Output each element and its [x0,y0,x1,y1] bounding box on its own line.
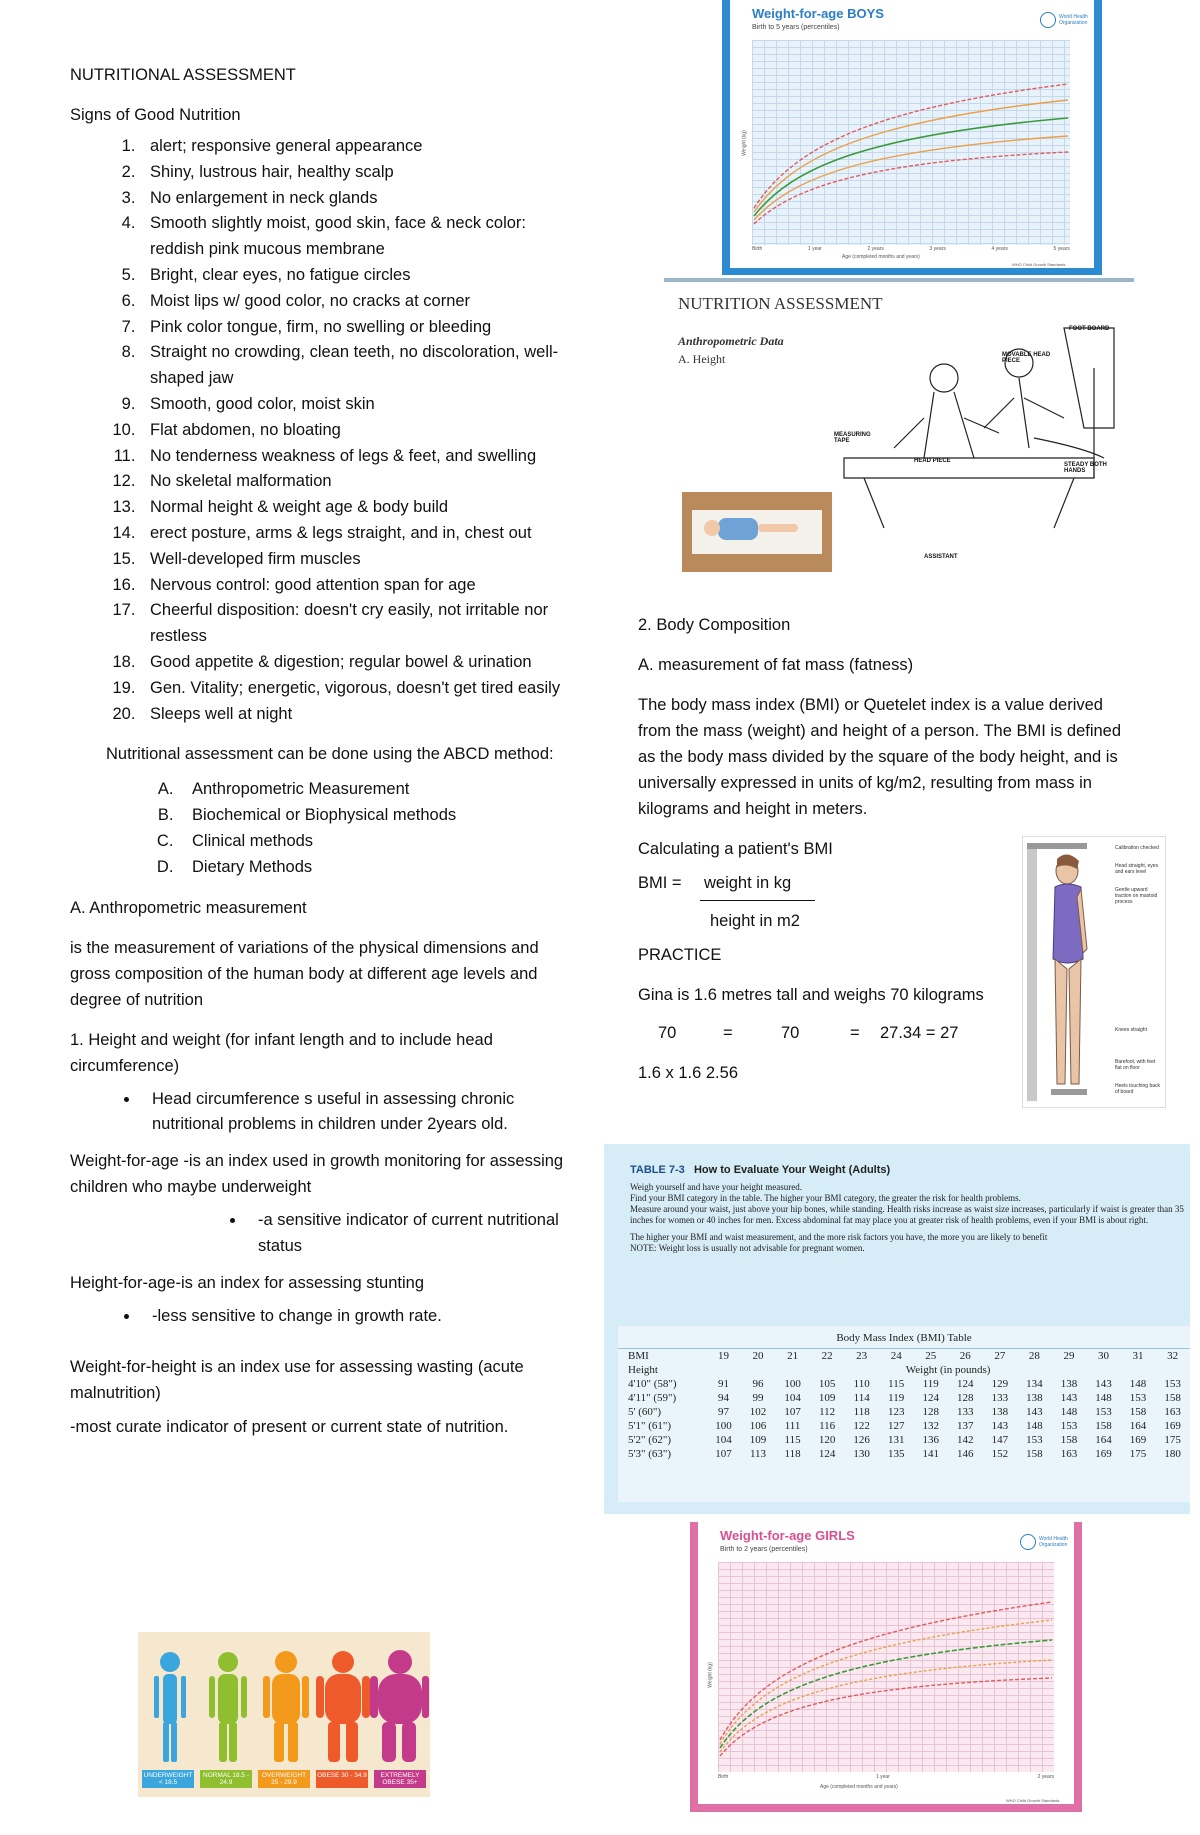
percentile-50 [720,1640,1052,1748]
list-item: 20. Sleeps well at night [140,702,570,728]
table-cell: 132 [922,1420,939,1432]
slide-title: NUTRITION ASSESSMENT [678,294,883,313]
callout-label: MOVABLE HEAD PIECE [1002,352,1051,364]
table-cell: 91 [717,1378,729,1390]
table-cell: 180 [1164,1448,1181,1460]
table-cell: 148 [1129,1378,1147,1390]
page-heading: NUTRITIONAL ASSESSMENT [70,66,296,84]
wfa-text: Weight-for-age -is an index used in growth monitoring for assessing children who maybe underweight [70,1152,564,1197]
practice-question: Gina is 1.6 metres tall and weighs 70 kilograms [638,986,984,1004]
bmi-column-header: 25 [925,1350,937,1362]
boys-weight-chart [722,0,1102,275]
anthro-heading: A. Anthropometric measurement [70,898,307,917]
list-item: 16. Nervous control: good attention span for age [140,573,570,599]
callout-label: ASSISTANT [924,554,958,560]
table-cell: 158 [1129,1406,1147,1418]
table-cell: 142 [957,1434,974,1446]
table-cell: 169 [1164,1420,1181,1432]
bmi-column-header: 28 [1028,1350,1040,1362]
table-cell: 104 [784,1392,801,1404]
percentile-15 [720,1660,1052,1752]
table-cell: 153 [1026,1434,1043,1446]
list-item: 10. Flat abdomen, no bloating [140,418,570,444]
table-cell: 128 [957,1392,974,1404]
x-axis-label: Age (completed months and years) [842,254,920,260]
table-bullets: Weigh yourself and have your height measured. Find your BMI category in the table. The higher your BMI category, the greater the risk for health problems. Measure around your waist, just above your hip bones, while standing. Health risks increase as waist size increases, particularly if waist is greater than 35 inches for women or 40 inches for men. Excess abdominal fat may place you at greater risk of health problems, even if your BMI is about right. The higher your BMI and waist measurement, and the more risk factors you have, the more you are likely to benefit NOTE: Weight loss is usually not advisable for pregnant women. [630,1182,1184,1253]
table-caption: TABLE 7-3 How to Evaluate Your Weight (Adults) [630,1164,891,1176]
callout-label: HEAD PIECE [914,458,951,464]
callout-label: STEADY BOTH HANDS [1064,462,1107,474]
list-item: 9. Smooth, good color, moist skin [140,392,570,418]
callout-label: Calibration checked [1115,845,1159,851]
table-cell: 109 [818,1392,836,1404]
table-cell: 163 [1060,1448,1078,1460]
list-item: • -less sensitive to change in growth rate. [140,1304,570,1330]
percentile-3 [720,1678,1052,1756]
row-height: 5' (60") [628,1406,662,1418]
table-cell: 129 [991,1378,1009,1390]
percentile-85 [754,100,1068,212]
table-row [618,1447,1190,1461]
table-cell: 131 [887,1434,905,1446]
table-cell: 128 [922,1406,939,1418]
table-cell: 109 [749,1434,767,1446]
body-type-label: EXTREMELY OBESE 35+ [374,1770,426,1788]
bmi-denominator: height in m2 [710,912,800,930]
chart-title: Weight-for-age GIRLS [720,1528,855,1543]
globe-icon [1040,12,1056,28]
x-axis-label: Age (completed months and years) [820,1784,898,1790]
table-cell: 100 [784,1378,801,1390]
person-silhouette [1037,849,1107,1104]
row-height: 4'10" (58") [628,1378,677,1390]
row-height: 5'3" (63") [628,1448,672,1460]
bmi-column-header: 27 [994,1350,1006,1362]
table-cell: 147 [991,1434,1009,1446]
table-cell: 158 [1060,1434,1078,1446]
table-cell: 115 [784,1434,801,1446]
height-label: Height [628,1364,658,1376]
bmi-column-header: 23 [856,1350,868,1362]
callout-label: Barefoot, with feet flat on floor [1115,1059,1156,1071]
hw-bullets [70,1087,570,1139]
list-item: 19. Gen. Vitality; energetic, vigorous, doesn't get tired easily [140,676,570,702]
table-cell: 124 [957,1378,974,1390]
table-cell: 158 [1026,1448,1043,1460]
table-cell: 124 [922,1392,939,1404]
table-cell: 120 [818,1434,836,1446]
table-cell: 146 [957,1448,974,1460]
table-cell: 115 [888,1378,905,1390]
body-composition-heading: 2. Body Composition [638,616,791,634]
bmi-label: BMI [628,1350,649,1362]
table-cell: 138 [991,1406,1009,1418]
table-cell: 97 [717,1406,729,1418]
percentile-3 [754,152,1068,224]
wfh-text: Weight-for-height is an index use for assessing wasting (acute malnutrition) [70,1357,524,1402]
callout-label: FOOT BOARD [1069,326,1110,332]
table-cell: 99 [752,1392,764,1404]
list-item: 6. Moist lips w/ good color, no cracks at corner [140,289,570,315]
bmi-label: BMI = [638,874,682,892]
list-item: 5. Bright, clear eyes, no fatigue circles [140,263,570,289]
girls-weight-chart [690,1522,1082,1812]
bmi-column-header: 30 [1097,1350,1109,1362]
table-cell: 118 [853,1406,870,1418]
table-cell: 153 [1060,1420,1078,1432]
table-cell: 113 [749,1448,767,1460]
table-row [618,1405,1190,1419]
list-item: • -a sensitive indicator of current nutritional status [246,1208,570,1260]
percentile-15 [754,136,1068,220]
table-cell: 148 [1095,1392,1112,1404]
hw-heading: 1. Height and weight (for infant length and to include head circumference) [70,1030,493,1075]
table-cell: 110 [853,1378,870,1390]
hfa-bullets [70,1304,570,1330]
body-type-label: UNDERWEIGHT < 18.5 [143,1772,193,1786]
bmi-column-header: 31 [1132,1350,1144,1362]
table-cell: 119 [888,1392,905,1404]
table-cell: 130 [853,1448,870,1460]
growth-curves [718,1562,1054,1772]
table-cell: 153 [1164,1378,1181,1390]
list-item: D. Dietary Methods [178,855,570,881]
practice-heading: PRACTICE [638,946,722,964]
who-logo: World Health Organization [1040,12,1099,28]
bmi-column-header: 24 [890,1350,902,1362]
table-cell: 153 [1095,1406,1112,1418]
slide-subheading: A. Height [678,352,726,366]
list-item: B. Biochemical or Biophysical methods [178,803,570,829]
table-cell: 114 [853,1392,870,1404]
bmi-column-header: 29 [1063,1350,1075,1362]
figure-extremely-obese [370,1650,429,1762]
table-cell: 105 [818,1378,836,1390]
table-row [618,1377,1190,1391]
measuring-illustration [824,308,1124,548]
stadiometer-board [1027,843,1037,1101]
height-measurement-figure [1022,836,1166,1108]
body-type-label: OBESE 30 - 34.9 [316,1770,368,1788]
percentile-97 [754,84,1068,208]
anthro-definition: is the measurement of variations of the physical dimensions and gross composition of the human body at different age levels and degree of nutrition [70,938,539,1009]
chart-subtitle: Birth to 2 years (percentiles) [720,1546,808,1553]
table-cell: 127 [887,1420,905,1432]
table-cell: 175 [1164,1434,1181,1446]
chart-title: Weight-for-age BOYS [752,6,884,21]
bmi-column-header: 21 [787,1350,799,1362]
table-cell: 107 [715,1448,732,1460]
table-cell: 96 [752,1378,764,1390]
list-item: • Head circumference s useful in assessing chronic nutritional problems in children under 2years old. [140,1087,570,1139]
table-cell: 143 [1060,1392,1078,1404]
table-cell: 169 [1129,1434,1147,1446]
bmi-column-header: 20 [752,1350,764,1362]
table-cell: 119 [922,1378,939,1390]
figure-obese [316,1651,370,1762]
callout-label: Head straight, eyes and ears level [1115,863,1159,875]
table-cell: 94 [717,1392,729,1404]
y-axis-label: Weight (kg) [741,130,748,156]
bmi-header-row [618,1349,1190,1363]
abcd-list [70,777,570,880]
globe-icon [1020,1534,1036,1550]
body-types-image [138,1632,430,1797]
table-cell: 141 [922,1448,939,1460]
table-inner [618,1326,1190,1502]
body-type-label: NORMAL 18.5 - 24.9 [200,1770,252,1788]
table-cell: 126 [853,1434,870,1446]
list-item: 2. Shiny, lustrous hair, healthy scalp [140,160,570,186]
bmi-table-image [604,1144,1190,1514]
list-item: 17. Cheerful disposition: doesn't cry easily, not irritable nor restless [140,598,570,650]
table-cell: 123 [887,1406,905,1418]
list-item: 3. No enlargement in neck glands [140,186,570,212]
table-cell: 164 [1095,1434,1112,1446]
table-cell: 175 [1129,1448,1147,1460]
hfa-text: Height-for-age-is an index for assessing stunting [70,1273,425,1292]
left-column [70,62,570,1440]
height-header-row [618,1363,1190,1377]
who-logo: World Health Organization [1020,1534,1073,1550]
nutrition-assessment-slide [664,278,1134,594]
table-row [618,1391,1190,1405]
row-height: 5'2" (62") [628,1434,672,1446]
list-item: 15. Well-developed firm muscles [140,547,570,573]
row-height: 5'1" (61") [628,1420,672,1432]
figure-normal [209,1652,247,1762]
bmi-numerator: weight in kg [704,874,792,892]
list-item: 4. Smooth slightly moist, good skin, face & neck color: reddish pink mucous membrane [140,211,570,263]
wfa-bullets [70,1208,570,1260]
infant-photo [682,492,832,572]
list-item: C. Clinical methods [178,829,570,855]
bmi-column-header: 19 [717,1350,729,1362]
table-cell: 134 [1026,1378,1043,1390]
signs-list [70,134,570,727]
fraction-line [700,900,815,901]
table-cell: 138 [1060,1378,1078,1390]
abcd-intro: Nutritional assessment can be done using the ABCD method: [106,745,554,764]
practice-calculation: 70 = 70 = 27.34 = 27 [658,1024,959,1042]
table-cell: 107 [784,1406,801,1418]
weight-label: Weight (in pounds) [905,1364,991,1376]
table-cell: 152 [991,1448,1009,1460]
table-cell: 143 [1095,1378,1112,1390]
list-item: 18. Good appetite & digestion; regular bowel & urination [140,650,570,676]
table-cell: 148 [1060,1406,1078,1418]
growth-curves [752,40,1070,245]
table-cell: 153 [1129,1392,1147,1404]
figure-overweight [263,1651,309,1762]
callout-label: Gentle upward traction on mastoid process [1115,887,1158,905]
bmi-column-header: 32 [1167,1350,1179,1362]
wfh-note: -most curate indicator of present or current state of nutrition. [70,1417,509,1436]
percentile-85 [720,1620,1052,1744]
list-item: 12. No skeletal malformation [140,469,570,495]
list-item: A. Anthropometric Measurement [178,777,570,803]
table-cell: 163 [1164,1406,1181,1418]
figure-underweight [154,1652,186,1762]
table-cell: 135 [887,1448,905,1460]
practice-denominator: 1.6 x 1.6 2.56 [638,1064,738,1082]
bmi-calc-title: Calculating a patient's BMI [638,840,833,858]
table-cell: 143 [1026,1406,1043,1418]
list-item: 11. No tenderness weakness of legs & feet, and swelling [140,444,570,470]
bmi-column-header: 26 [959,1350,971,1362]
table-cell: 116 [819,1420,836,1432]
table-cell: 112 [819,1406,836,1418]
table-cell: 133 [991,1392,1009,1404]
list-item: 8. Straight no crowding, clean teeth, no discoloration, well-shaped jaw [140,340,570,392]
bmi-definition: The body mass index (BMI) or Quetelet index is a value derived from the mass (weight) and height of a person. The BMI is defined as the body mass divided by the square of the body height, and is universally expressed in units of kg/m2, resulting from mass in kilograms and height in meters. [638,696,1122,818]
bmi-table-title: Body Mass Index (BMI) Table [618,1326,1190,1349]
table-row [618,1419,1190,1433]
y-axis-label: Weight (kg) [707,1662,714,1688]
table-cell: 148 [1026,1420,1043,1432]
callout-label: Knees straight [1115,1027,1147,1033]
table-cell: 104 [715,1434,732,1446]
x-axis-ticks: Birth 1 year 2 years 3 years 4 years 5 years [752,246,1070,252]
signs-title: Signs of Good Nutrition [70,106,241,124]
table-row [618,1433,1190,1447]
chart-footer: WHO Child Growth Standards [1006,1798,1060,1803]
table-cell: 137 [957,1420,974,1432]
chart-footer: WHO Child Growth Standards [1012,262,1066,267]
table-cell: 143 [991,1420,1009,1432]
list-item: 7. Pink color tongue, firm, no swelling or bleeding [140,315,570,341]
table-cell: 102 [749,1406,767,1418]
table-cell: 158 [1095,1420,1112,1432]
table-cell: 118 [784,1448,801,1460]
table-cell: 164 [1129,1420,1147,1432]
row-height: 4'11" (59") [628,1392,677,1404]
callout-label: MEASURING TAPE [834,432,871,444]
chart-subtitle: Birth to 5 years (percentiles) [752,24,840,31]
x-axis-ticks: Birth 1 year 2 years [718,1774,1054,1780]
callout-label: Heels touching back of board [1115,1083,1161,1095]
table-cell: 122 [853,1420,870,1432]
table-cell: 111 [784,1420,801,1432]
table-cell: 106 [749,1420,767,1432]
table-cell: 136 [922,1434,939,1446]
list-item: 13. Normal height & weight age & body build [140,495,570,521]
table-cell: 158 [1164,1392,1181,1404]
table-cell: 133 [957,1406,974,1418]
table-cell: 138 [1026,1392,1043,1404]
bmi-table [618,1349,1190,1461]
body-type-label: OVERWEIGHT 25 - 29.9 [258,1770,310,1788]
list-item: 1. alert; responsive general appearance [140,134,570,160]
slide-subtitle: Anthropometric Data [678,334,784,348]
table-cell: 169 [1095,1448,1112,1460]
list-item: 14. erect posture, arms & legs straight, and in, chest out [140,521,570,547]
bmi-column-header: 22 [821,1350,833,1362]
fat-mass-heading: A. measurement of fat mass (fatness) [638,656,914,674]
table-cell: 124 [818,1448,836,1460]
table-cell: 100 [715,1420,732,1432]
